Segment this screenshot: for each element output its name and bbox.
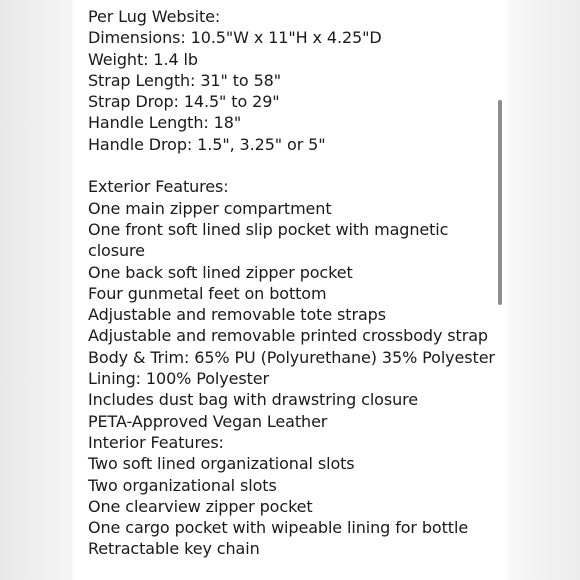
text-line: Dimensions: 10.5"W x 11"H x 4.25"D	[88, 28, 382, 48]
text-line: Includes dust bag with drawstring closure	[88, 390, 419, 410]
text-line: Weight: 1.4 lb	[88, 49, 198, 69]
left-background	[0, 0, 72, 580]
vertical-scrollbar[interactable]	[498, 0, 504, 580]
text-line: One main zipper compartment	[88, 198, 332, 218]
text-line: Two soft lined organizational slots	[88, 454, 355, 474]
text-line: Handle Drop: 1.5", 3.25" or 5"	[88, 134, 326, 154]
text-line: Two organizational slots	[88, 475, 277, 495]
text-line: One cargo pocket with wipeable lining for bottle	[88, 518, 469, 538]
text-line: Retractable key chain	[88, 539, 260, 559]
notes-panel[interactable]	[74, 0, 506, 580]
blank-line	[88, 155, 498, 176]
text-line: Per Lug Website:	[88, 7, 221, 26]
notes-text	[88, 6, 498, 560]
text-line: One back soft lined zipper pocket	[88, 262, 353, 282]
right-background	[510, 0, 580, 580]
text-line: Body & Trim: 65% PU (Polyurethane) 35% Polyester	[88, 347, 495, 367]
text-line: Lining: 100% Polyester	[88, 369, 270, 389]
text-line: Handle Length: 18"	[88, 113, 242, 133]
text-line: Strap Drop: 14.5" to 29"	[88, 92, 280, 112]
section-heading: Interior Features:	[88, 432, 224, 452]
text-line: Adjustable and removable printed crossbody strap	[88, 326, 488, 346]
text-line: Strap Length: 31" to 58"	[88, 70, 281, 90]
text-line: One front soft lined slip pocket with magnetic closure	[88, 219, 449, 261]
text-line: One clearview zipper pocket	[88, 496, 313, 516]
scrollbar-thumb[interactable]	[498, 100, 502, 305]
text-line: Four gunmetal feet on bottom	[88, 283, 327, 303]
text-line: Adjustable and removable tote straps	[88, 305, 386, 325]
text-line: PETA-Approved Vegan Leather	[88, 411, 328, 431]
section-heading: Exterior Features:	[88, 177, 229, 197]
